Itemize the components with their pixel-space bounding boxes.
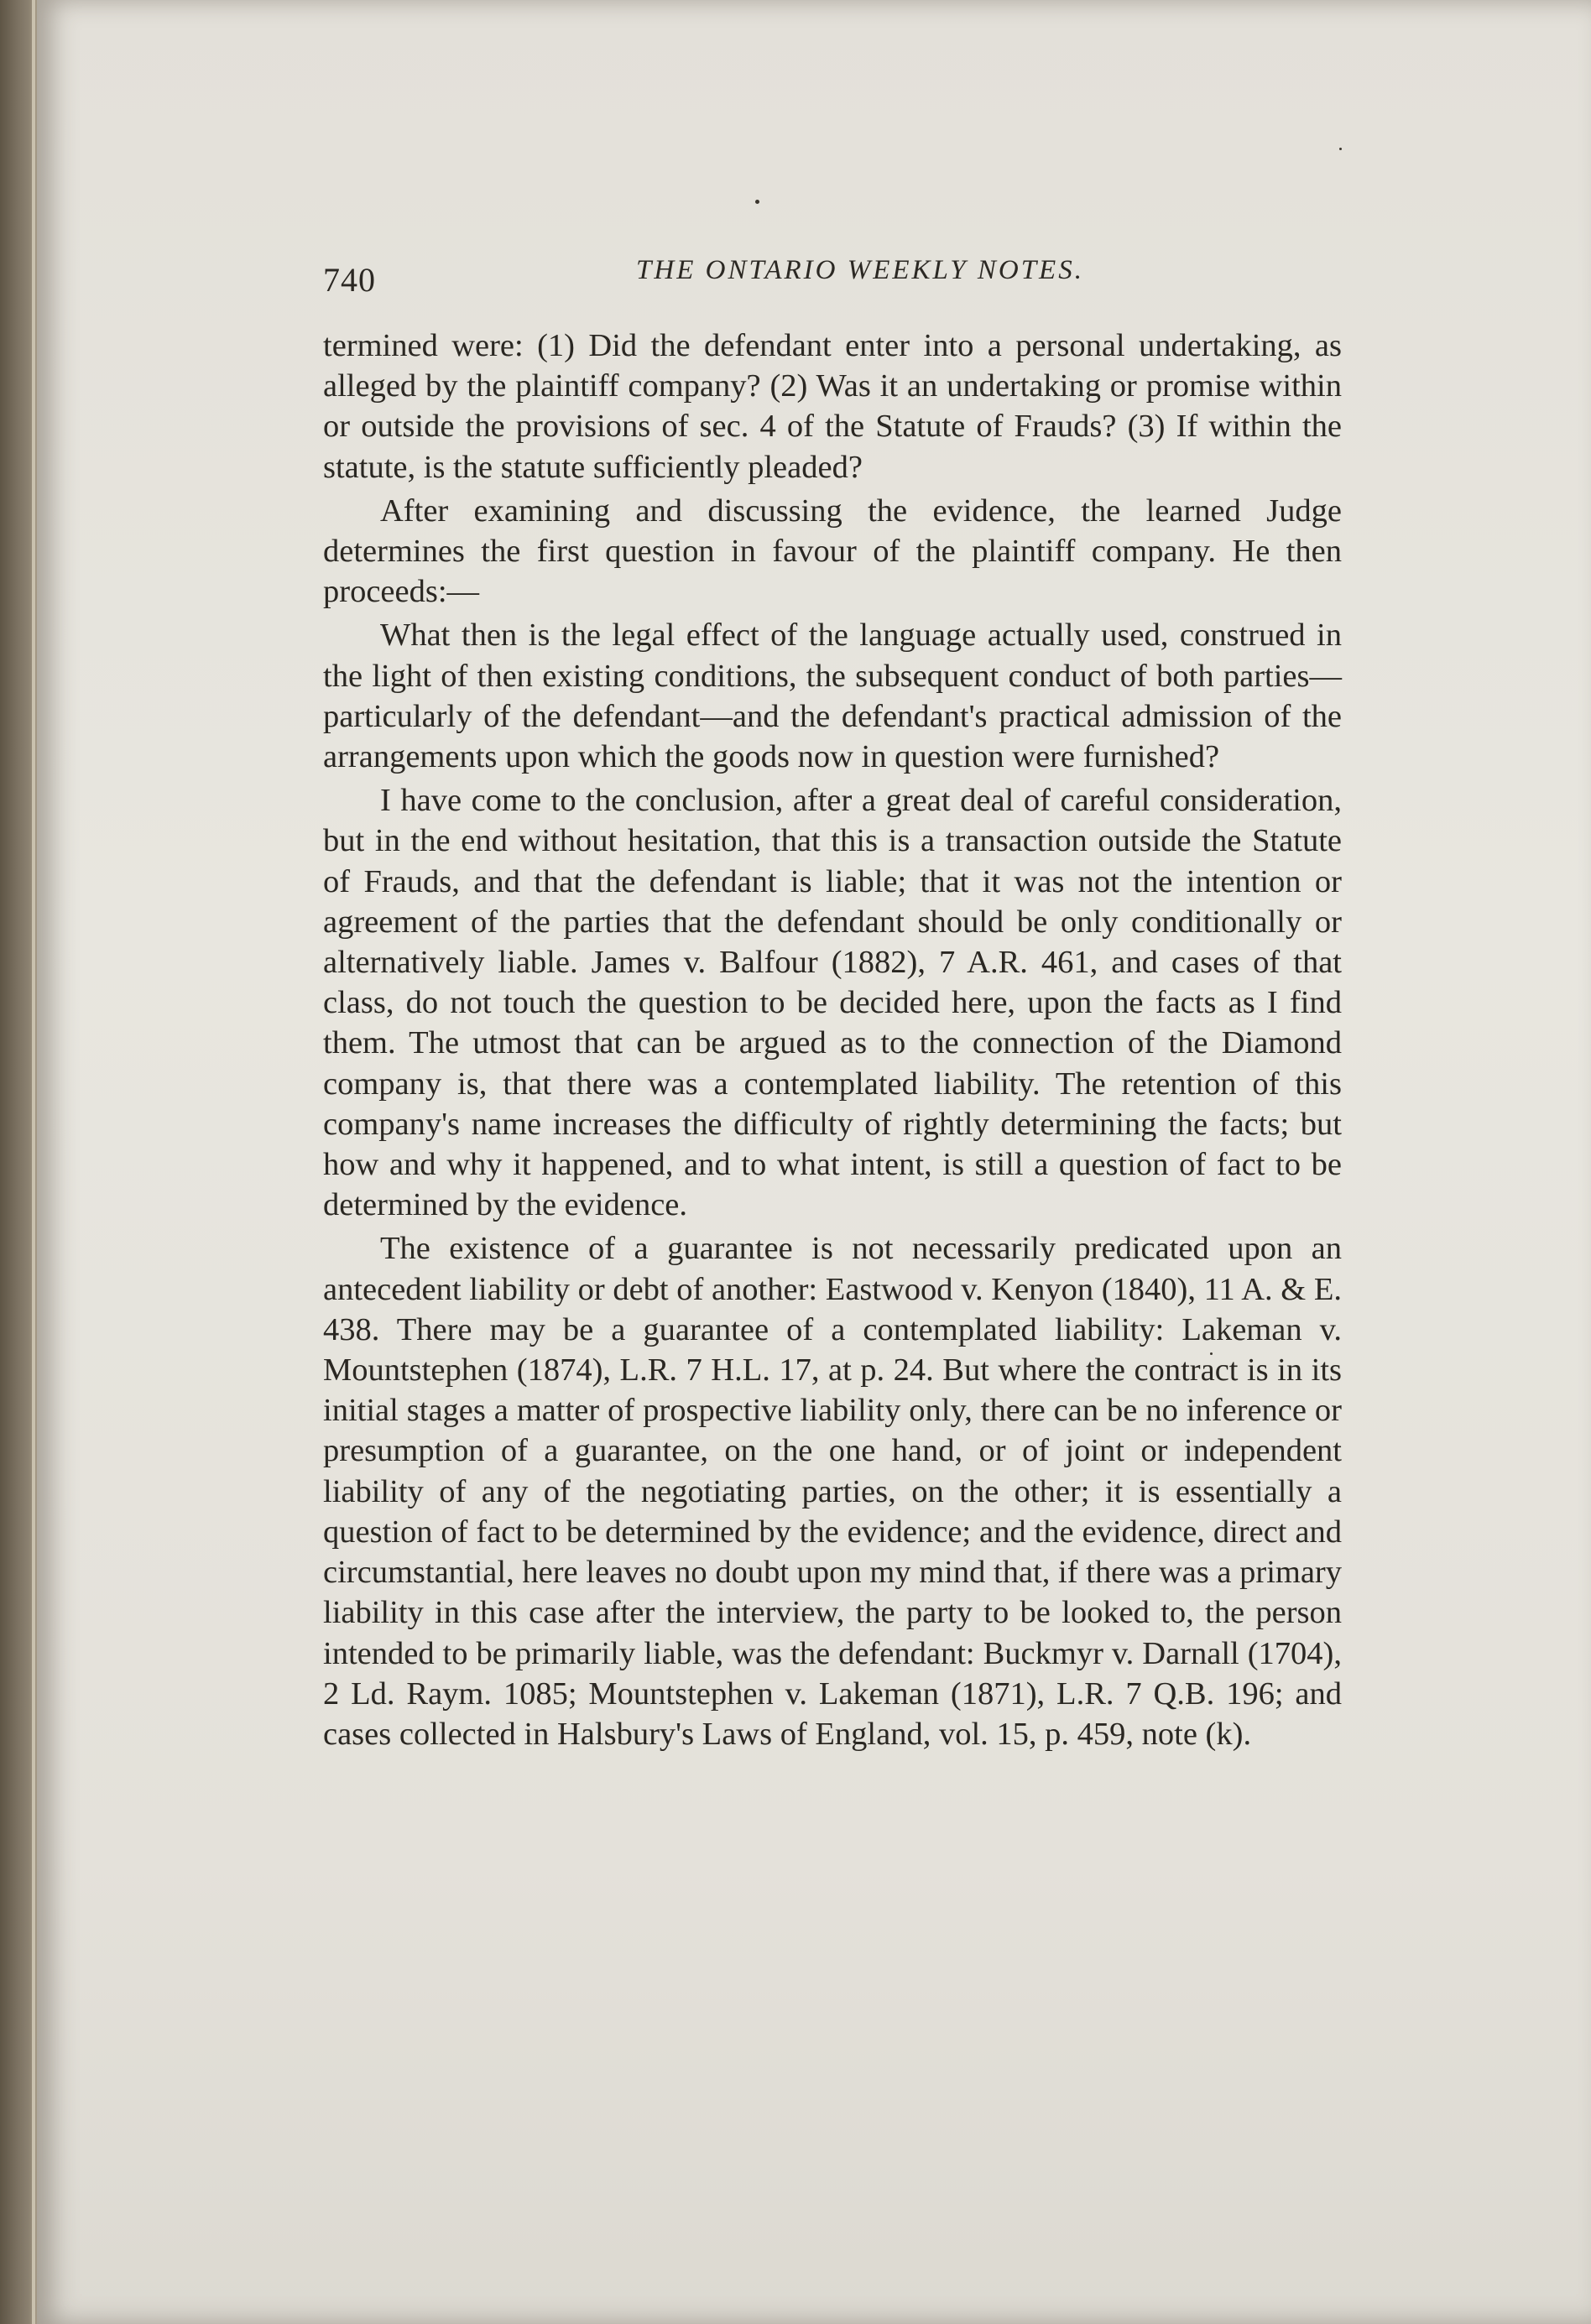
paragraph-continuation: termined were: (1) Did the defendant enter into a personal undertaking, as alleged by the plaintiff company? (2) Was it an undertaking or promise within or outside the provisions of sec. 4 of the Statute of Frauds? (3) If within the statute, is the statute sufficiently pleaded? — [323, 328, 1342, 485]
journal-title: THE ONTARIO WEEKLY NOTES. — [636, 255, 1084, 285]
paragraph-summary: After examining and discussing the evidence, the learned Judge determines the first question in favour of the plaintiff company. He then proceeds:— — [323, 492, 1342, 610]
running-head — [323, 255, 1355, 305]
book-gutter-edge — [32, 0, 35, 2324]
page-number: 740 — [323, 261, 376, 299]
paper-speck — [1339, 148, 1342, 150]
body-text — [323, 326, 1342, 1754]
paragraph-guarantee: The existence of a guarantee is not necessarily predicated upon an antecedent liability or debt of another: Eastwood v. Kenyon (1840), 11 A. & E. 438. There may be a guarantee of a contemplated liability: Lakeman v. Mountstephen (1874), L.R. 7 H.L. 17, at p. 24. But where the contract is in its initial stages a matter of prospective liability only, there can be no inference or presumption of a guarantee, on the one hand, or of joint or independent liability of any of the negotiating parties, on the other; it is essentially a question of fact to be determined by the evidence; and the evidence, direct and circumstantial, here leaves no doubt upon my mind that, if there was a primary liability in this case after the interview, the party to be looked to, the person intended to be primarily liable, was the defendant: Buckmyr v. Darnall (1704), 2 Ld. Raym. 1085; Mountstephen v. Lakeman (1871), L.R. 7 Q.B. 196; and cases collected in Halsbury's Laws of England, vol. 15, p. 459, note (k). — [323, 1231, 1342, 1752]
paper-speck — [755, 200, 759, 204]
paragraph-conclusion: I have come to the conclusion, after a great deal of careful consideration, but in the end without hesitation, that this is a transaction outside the Statute of Frauds, and that the defendant is liable; that it was not the intention or agreement of the parties that the defendant should be only conditionally or alternatively liable. James v. Balfour (1882), 7 A.R. 461, and cases of that class, do not touch the question to be decided here, upon the facts as I find them. The utmost that can be argued as to the connection of the Diamond company is, that there was a contemplated liability. The retention of this company's name increases the difficulty of rightly determining the facts; but how and why it happened, and to what intent, is still a question of fact to be determined by the evidence. — [323, 783, 1342, 1223]
paragraph-question: What then is the legal effect of the language actually used, construed in the light of then existing conditions, the subsequent conduct of both parties—particularly of the defendant—and the defendant's practical admission of the arrangements upon which the goods now in question were furnished? — [323, 617, 1342, 775]
